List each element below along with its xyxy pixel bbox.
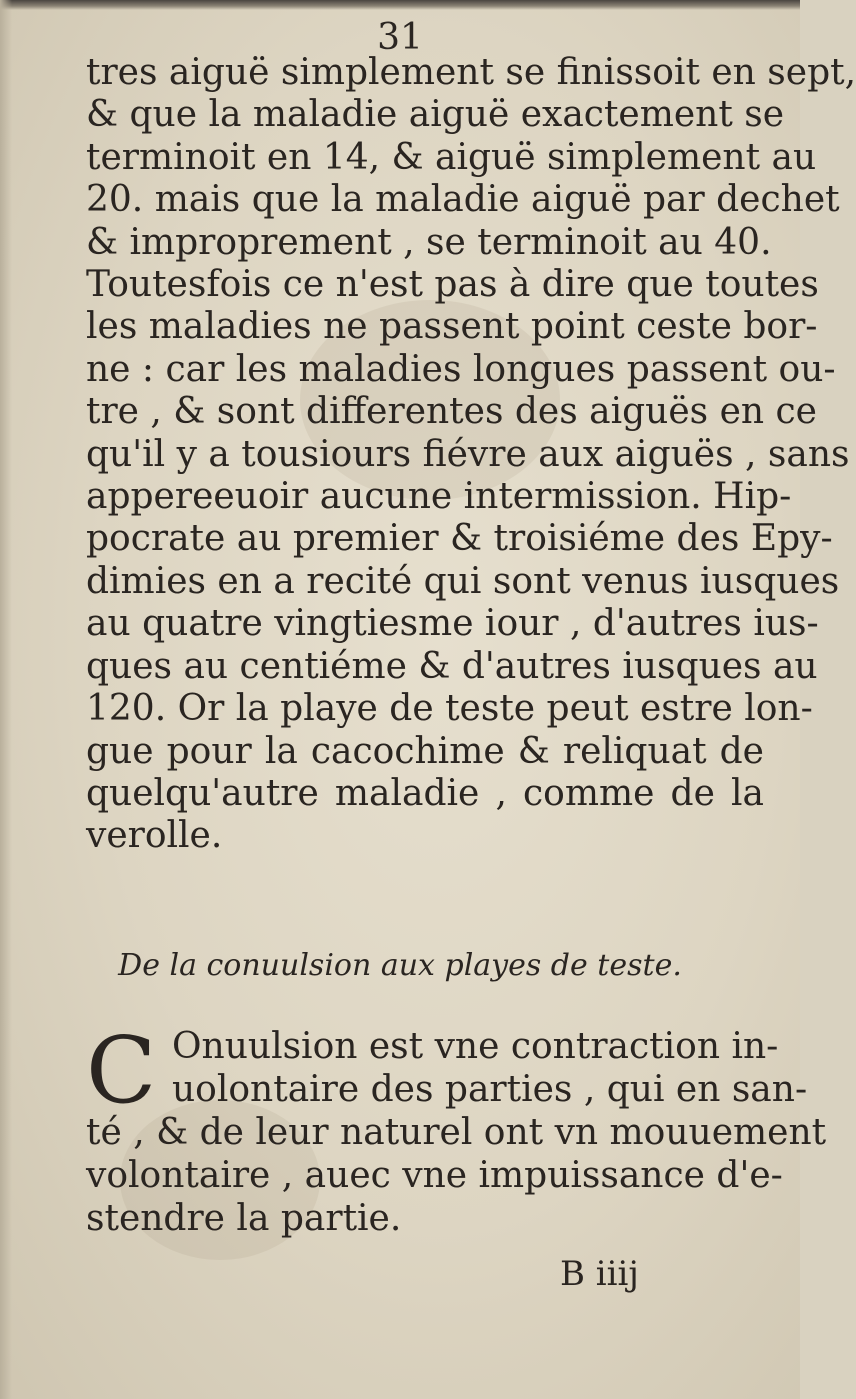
text-line: dimies en a recité qui sont venus iusques <box>86 560 840 602</box>
text-line: té , & de leur naturel ont vn mouuement <box>86 1112 827 1153</box>
text-line: tres aiguë simplement se finissoit en sept, <box>86 52 856 93</box>
text-line: qu'il y a tousiours fiévre aux aiguës , sans <box>86 433 850 475</box>
page-top-edge <box>0 0 800 10</box>
text-line: appereeuoir aucune intermission. Hip- <box>86 476 792 518</box>
text-line: pocrate au premier & troisiéme des Epy- <box>86 518 833 560</box>
page-gutter-shadow <box>0 0 12 1399</box>
text-line: tre , & sont differentes des aiguës en ce <box>86 391 817 433</box>
text-line: uolontaire des parties , qui en san- <box>172 1069 808 1110</box>
text-line: les maladies ne passent point ceste bor- <box>86 306 818 348</box>
paragraph-1 <box>86 52 856 858</box>
paragraph-2 <box>86 1017 827 1240</box>
text-line: 120. Or la playe de teste peut estre lon- <box>86 688 813 730</box>
text-line: volontaire , auec vne impuissance d'e- <box>86 1155 783 1196</box>
text-line: stendre la partie. <box>86 1198 402 1239</box>
text-line: & que la maladie aiguë exactement se <box>86 94 785 136</box>
section-heading: De la conuulsion aux playes de teste. <box>118 948 682 983</box>
text-line: & improprement , se terminoit au 40. <box>86 221 772 263</box>
page-number: 31 <box>377 17 423 58</box>
text-line: verolle. <box>86 815 223 857</box>
text-line: terminoit en 14, & aiguë simplement au <box>86 136 817 178</box>
text-line: 20. mais que la maladie aiguë par dechet <box>86 179 840 221</box>
drop-cap: C <box>86 1017 157 1124</box>
signature-catchword: B iiij <box>560 1254 639 1294</box>
text-line: ques au centiéme & d'autres iusques au <box>86 645 818 687</box>
text-line: Toutesfois ce n'est pas à dire que toutes <box>86 264 819 306</box>
text-line: au quatre vingtiesme iour , d'autres ius- <box>86 603 819 645</box>
text-line: quelqu'autre maladie , comme de la <box>86 772 764 814</box>
text-line: Onuulsion est vne contraction in- <box>172 1026 779 1067</box>
text-line: gue pour la cacochime & reliquat de <box>86 730 764 772</box>
text-line: ne : car les maladies longues passent ou- <box>86 348 836 390</box>
